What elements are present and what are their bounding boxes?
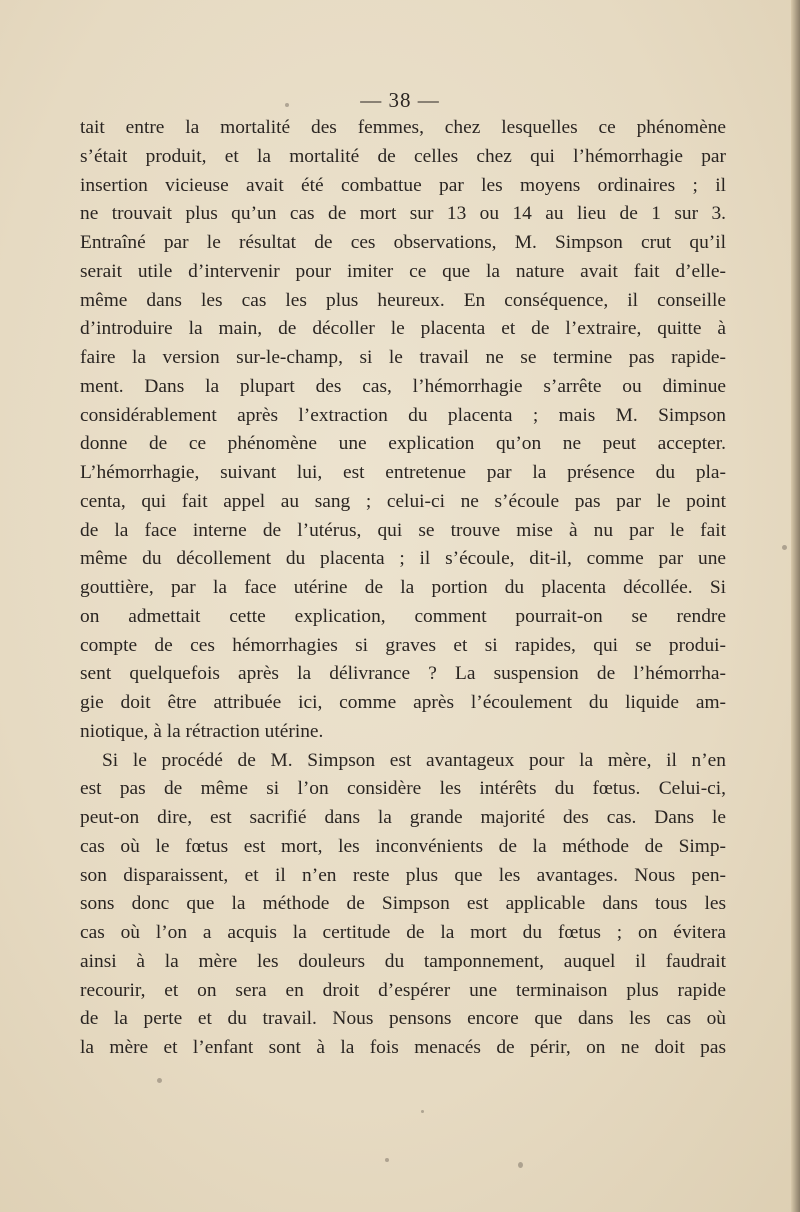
text-line: ment. Dans la plupart des cas, l’hémorrhagie s’arrête ou diminue xyxy=(80,375,726,397)
text-line: sons donc que la méthode de Simpson est applicable dans tous les xyxy=(80,893,726,915)
text-line: peut-on dire, est sacrifié dans la grande majorité des cas. Dans le xyxy=(80,807,726,828)
paper-speck xyxy=(157,1078,162,1083)
text-line: considérablement après l’extraction du placenta ; mais M. Simpson xyxy=(80,404,726,426)
paper-speck xyxy=(285,103,289,107)
paper-speck xyxy=(385,1158,389,1162)
text-line: insertion vicieuse avait été combattue par les moyens ordinaires ; il xyxy=(80,174,726,196)
text-line: ne trouvait plus qu’un cas de mort sur 13 ou 14 au lieu de 1 sur 3. xyxy=(80,203,726,225)
text-line: d’introduire la main, de décoller le placenta et de l’extraire, quitte à xyxy=(80,318,726,340)
paragraph-end-line: niotique, à la rétraction utérine. xyxy=(80,720,324,742)
text-line: compte de ces hémorrhagies si graves et si rapides, qui se produi- xyxy=(80,634,726,656)
text-line: de la face interne de l’utérus, qui se trouve mise à nu par le fait xyxy=(80,519,726,541)
text-line: faire la version sur-le-champ, si le travail ne se termine pas rapide- xyxy=(80,347,726,368)
text-line: même du décollement du placenta ; il s’écoule, dit-il, comme par une xyxy=(80,548,726,570)
text-line: cas où le fœtus est mort, les inconvénients de la méthode de Simp- xyxy=(80,835,726,857)
paper-speck xyxy=(421,1110,424,1113)
text-line: L’hémorrhagie, suivant lui, est entretenue par la présence du pla- xyxy=(80,462,726,483)
text-line: de la perte et du travail. Nous pensons encore que dans les cas où xyxy=(80,1008,726,1030)
paragraph-start-line: Si le procédé de M. Simpson est avantageux pour la mère, il n’en xyxy=(102,749,726,771)
text-line: son disparaissent, et il n’en reste plus que les avantages. Nous pen- xyxy=(80,864,726,886)
text-line: gouttière, par la face utérine de la portion du placenta décollée. Si xyxy=(80,577,726,598)
text-line: la mère et l’enfant sont à la fois menacés de périr, on ne doit pas xyxy=(80,1037,726,1058)
text-line: tait entre la mortalité des femmes, chez lesquelles ce phénomène xyxy=(80,117,726,138)
text-line: est pas de même si l’on considère les intérêts du fœtus. Celui-ci, xyxy=(80,778,726,800)
text-line: même dans les cas les plus heureux. En conséquence, il conseille xyxy=(80,289,726,311)
text-line: gie doit être attribuée ici, comme après l’écoulement du liquide am- xyxy=(80,692,726,713)
text-line: cas où l’on a acquis la certitude de la mort du fœtus ; on évitera xyxy=(80,922,726,943)
text-line: Entraîné par le résultat de ces observations, M. Simpson crut qu’il xyxy=(80,232,726,253)
page-number: — 38 — xyxy=(360,88,440,112)
paper-speck xyxy=(518,1162,523,1168)
text-line: donne de ce phénomène une explication qu’on ne peut accepter. xyxy=(80,433,726,455)
text-line: ainsi à la mère les douleurs du tamponnement, auquel il faudrait xyxy=(80,950,726,972)
text-line: s’était produit, et la mortalité de celles chez qui l’hémorrhagie par xyxy=(80,145,726,167)
text-line: sent quelquefois après la délivrance ? La suspension de l’hémorrha- xyxy=(80,663,726,685)
page-edge-shadow xyxy=(791,0,800,1212)
text-line: on admettait cette explication, comment pourrait-on se rendre xyxy=(80,605,726,627)
text-line: serait utile d’intervenir pour imiter ce que la nature avait fait d’elle- xyxy=(80,260,726,282)
paper-speck xyxy=(782,545,787,550)
text-line: centa, qui fait appel au sang ; celui-ci ne s’écoule pas par le point xyxy=(80,490,726,512)
body-text xyxy=(80,114,726,1063)
text-line: recourir, et on sera en droit d’espérer une terminaison plus rapide xyxy=(80,979,726,1001)
